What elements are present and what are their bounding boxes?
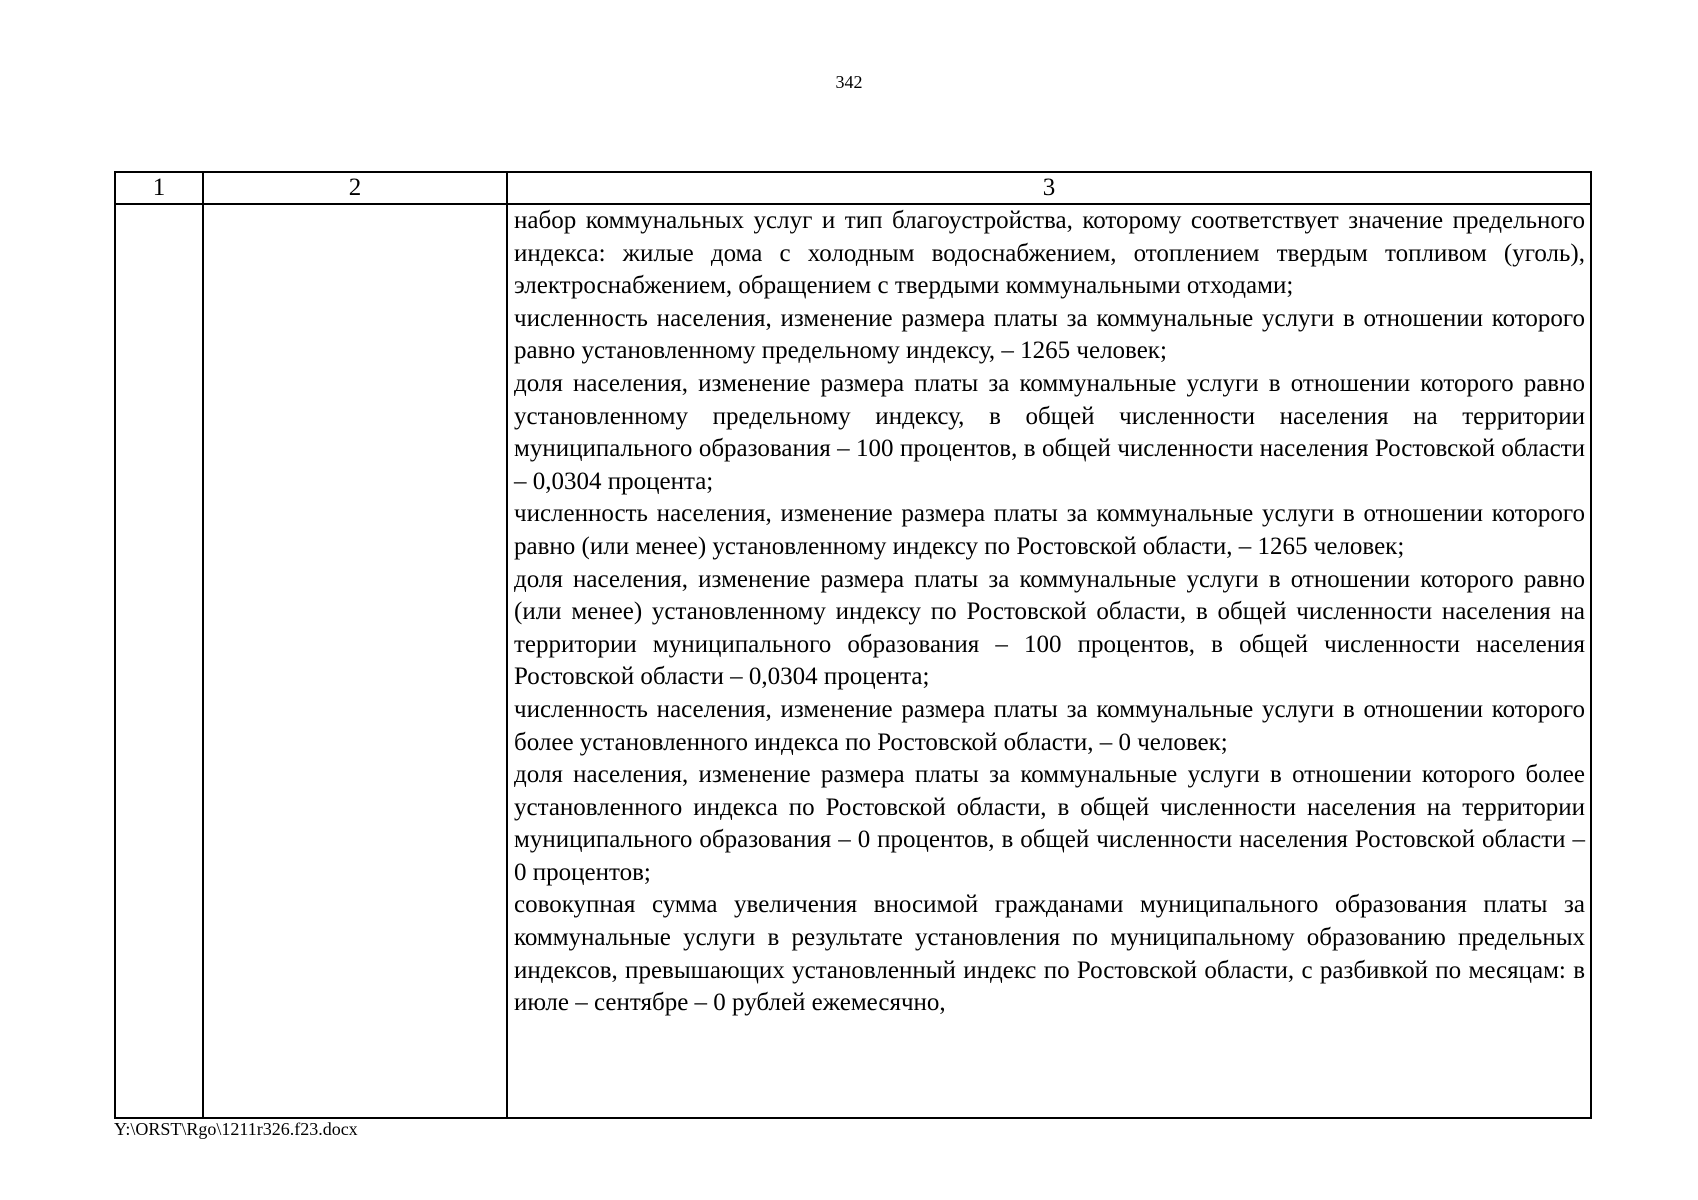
column-header-2: 2 bbox=[203, 172, 507, 204]
paragraph: набор коммунальных услуг и тип благоустройства, которому соответствует значение предельного индекса: жилые дома с холодным водоснабжением, отоплением твердым топливом (уголь), электроснабжением, обращением с твердыми коммунальными отходами; bbox=[514, 207, 1585, 300]
table-header-row bbox=[115, 172, 1591, 204]
paragraph: численность населения, изменение размера платы за коммунальные услуги в отношении которого равно (или менее) установленному индексу по Ростовской области, – 1265 человек; bbox=[514, 500, 1585, 560]
paragraph: численность населения, изменение размера платы за коммунальные услуги в отношении которого более установленного индекса по Ростовской области, – 0 человек; bbox=[514, 695, 1585, 756]
document-table bbox=[114, 171, 1592, 1119]
file-path-footer: Y:\ORST\Rgo\1211r326.f23.docx bbox=[114, 1119, 358, 1139]
paragraph: совокупная сумма увеличения вносимой гражданами муниципального образования платы за коммунальные услуги в результате установления по муниципальному образованию предельных индексов, превышающих установленный индекс по Ростовской области, с разбивкой по месяцам: в июле – сентябре – 0 рублей ежемесячно, bbox=[514, 891, 1585, 1017]
cell-col-2 bbox=[203, 204, 507, 1118]
cell-col-1 bbox=[115, 204, 203, 1118]
column-header-3: 3 bbox=[507, 172, 1591, 204]
cell-col-3 bbox=[507, 204, 1591, 1118]
paragraph: доля населения, изменение размера платы за коммунальные услуги в отношении которого более установленного индекса по Ростовской области, в общей численности населения на территории муниципального образования – 0 процентов, в общей численности населения Ростовской области – 0 процентов; bbox=[514, 761, 1585, 886]
column-header-1: 1 bbox=[115, 172, 203, 204]
paragraph: доля населения, изменение размера платы за коммунальные услуги в отношении которого равно (или менее) установленному индексу по Ростовской области, в общей численности населения на территории муниципального образования – 100 процентов, в общей численности населения Ростовской области – 0,0304 процента; bbox=[514, 565, 1585, 691]
table-row bbox=[115, 204, 1591, 1118]
paragraph: доля населения, изменение размера платы за коммунальные услуги в отношении которого равно установленному предельному индексу, в общей численности населения на территории муниципального образования – 100 процентов, в общей численности населения Ростовской области – 0,0304 процента; bbox=[514, 369, 1585, 495]
page-number: 342 bbox=[835, 72, 863, 92]
paragraph: численность населения, изменение размера платы за коммунальные услуги в отношении которого равно установленному предельному индексу, – 1265 человек; bbox=[514, 304, 1585, 365]
